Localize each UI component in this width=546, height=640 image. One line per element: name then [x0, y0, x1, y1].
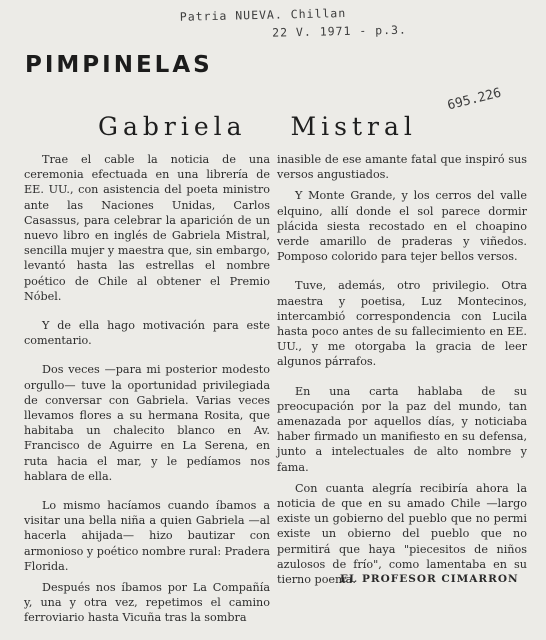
handwritten-catalog-number: 695.226	[445, 85, 503, 114]
paragraph: inasible de ese amante fatal que inspiró sus versos angustiados.	[277, 153, 527, 182]
handwritten-source: Patria NUEVA. Chillan	[179, 5, 347, 24]
handwritten-date: 22 V. 1971 - p.3.	[272, 22, 408, 40]
headline-word-second: Mistral	[290, 112, 417, 141]
article-column-left	[24, 152, 270, 640]
handwritten-source-note	[180, 0, 511, 47]
paragraph: Y Monte Grande, y los cerros del valle elquino, allí donde el sol parece dormir plácida siesta recostado en el choapino verde amarillo de praderas y viñedos. Pomposo colorido para tejer bellos versos.	[277, 189, 527, 264]
paragraph: Y de ella hago motivación para este comentario.	[24, 319, 270, 348]
article-column-right	[277, 152, 527, 601]
headline-word-first: Gabriela	[98, 112, 247, 141]
section-title: PIMPINELAS	[25, 52, 213, 78]
paragraph: Trae el cable la noticia de una ceremonia efectuada en una librería de EE. UU., con asistencia del poeta ministro ante las Naciones Unidas, Carlos Casassus, para celebrar la aparición de un nuevo libro en inglés de Gabriela Mistral, sencilla mujer y maestra que, sin embargo, levantó hasta las estrellas el nombre poético de Chile al obtener el Premio Nóbel.	[24, 153, 270, 303]
paragraph: Lo mismo hacíamos cuando íbamos a visitar una bella niña a quien Gabriela —al hacerla ahijada— hizo bautizar con armonioso y poético nombre rural: Pradera Florida.	[24, 499, 270, 573]
paragraph: En una carta hablaba de su preocupación por la paz del mundo, tan amenazada por aquellos días, y noticiaba haber firmado un manifiesto en su defensa, junto a intelectuales de alto nombre y fama.	[277, 384, 527, 474]
article-headline	[98, 112, 448, 141]
article-byline: EL PROFESOR CIMARRON	[340, 573, 519, 585]
paragraph: Con cuanta alegría recibiría ahora la noticia de que en su amado Chile —largo existe un gobierno del pueblo que no permi existe un obierno del pueblo que no permitirá que haya "piecesitos de niños azulosos de frío", como lamentaba en su tierno poema.	[277, 481, 527, 587]
paragraph: Dos veces —para mi posterior modesto orgullo— tuve la oportunidad privilegiada de conversar con Gabriela. Varias veces llevamos flores a su hermana Rosita, que habitaba un chalecito blanco en Av. Francisco de Aguirre en La Serena, en ruta hacia el mar, y le pedíamos nos hablara de ella.	[24, 363, 270, 483]
paragraph: Después nos íbamos por La Compañía y, una y otra vez, repetimos el camino ferroviario hasta Vicuña tras la sombra	[24, 581, 270, 625]
paragraph: Tuve, además, otro privilegio. Otra maestra y poetisa, Luz Montecinos, intercambió correspondencia con Lucila hasta poco antes de su fallecimiento en EE. UU., y me otorgaba la gracia de leer algunos párrafos.	[277, 279, 527, 369]
